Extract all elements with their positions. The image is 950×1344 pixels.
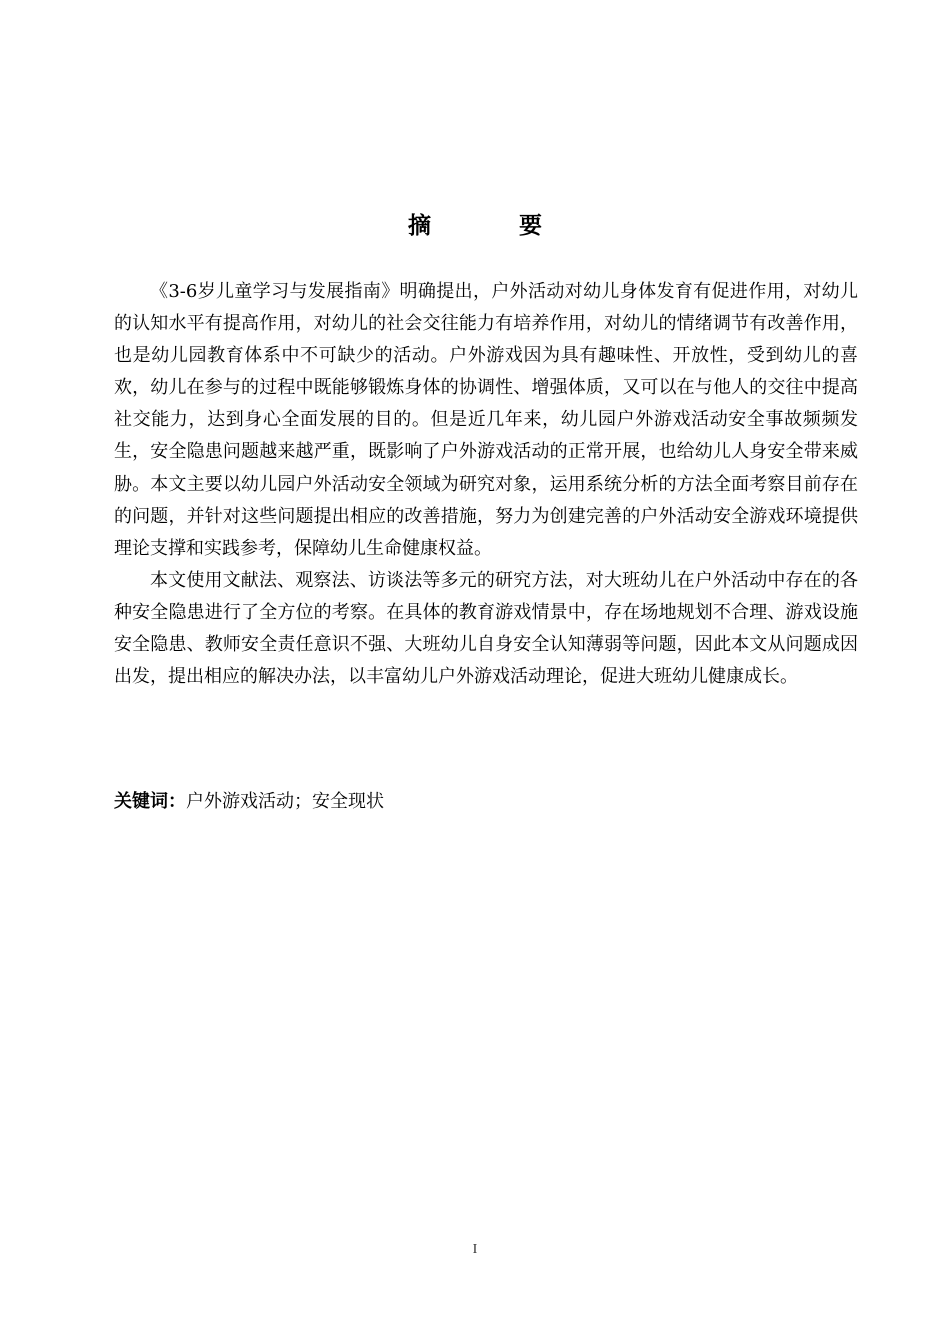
page-title: 摘 要 [407,213,582,239]
keywords-label: 关键词： [114,791,186,812]
abstract-body [114,276,858,693]
keywords-line [114,786,858,818]
abstract-paragraph-1: 《3-6岁儿童学习与发展指南》明确提出，户外活动对幼儿身体发育有促进作用，对幼儿的认知水平有提高作用，对幼儿的社会交往能力有培养作用，对幼儿的情绪调节有改善作用，也是幼儿园教育体系中不可缺少的活动。户外游戏因为具有趣味性、开放性，受到幼儿的喜欢，幼儿在参与的过程中既能够锻炼身体的协调性、增强体质，又可以在与他人的交往中提高社交能力，达到身心全面发展的目的。但是近几年来，幼儿园户外游戏活动安全事故频频发生，安全隐患问题越来越严重，既影响了户外游戏活动的正常开展，也给幼儿人身安全带来威胁。本文主要以幼儿园户外活动安全领域为研究对象，运用系统分析的方法全面考察目前存在的问题，并针对这些问题提出相应的改善措施，努力为创建完善的户外活动安全游戏环境提供理论支撑和实践参考，保障幼儿生命健康权益。 [114,281,858,559]
keywords-value: 户外游戏活动；安全现状 [186,791,384,812]
page-number: I [472,1242,478,1257]
abstract-paragraph-2: 本文使用文献法、观察法、访谈法等多元的研究方法，对大班幼儿在户外活动中存在的各种安全隐患进行了全方位的考察。在具体的教育游戏情景中，存在场地规划不合理、游戏设施安全隐患、教师安全责任意识不强、大班幼儿自身安全认知薄弱等问题，因此本文从问题成因出发，提出相应的解决办法，以丰富幼儿户外游戏活动理论，促进大班幼儿健康成长。 [114,569,858,688]
